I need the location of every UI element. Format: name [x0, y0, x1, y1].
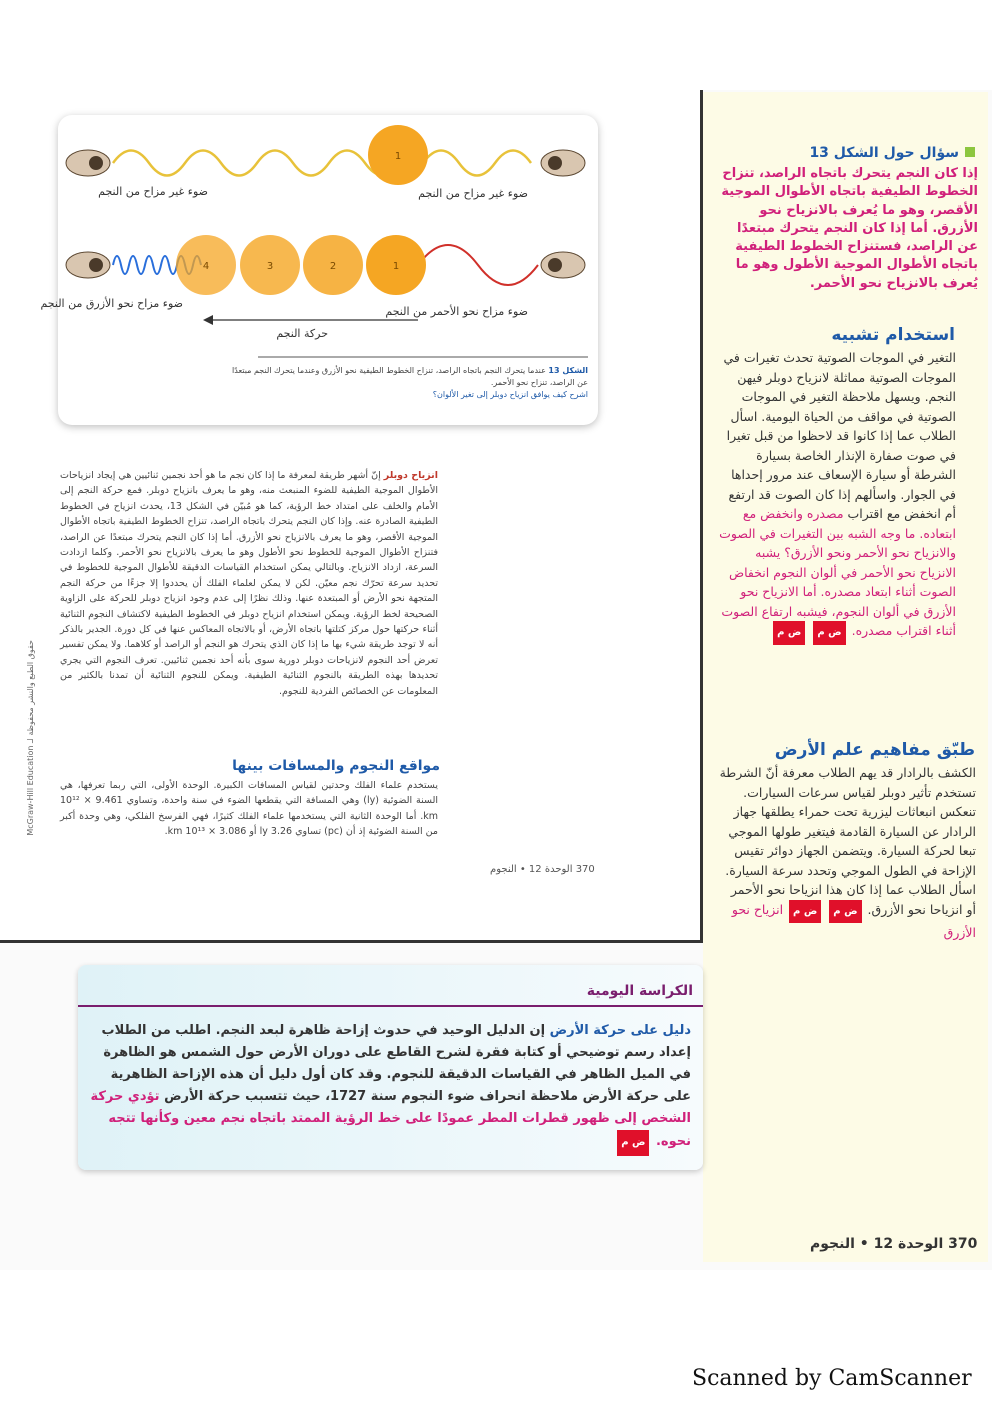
bullet-square-icon [965, 147, 975, 157]
apply-answer: انزياح نحو الأزرق [731, 901, 976, 940]
doppler-text: إنّ أشهر طريقة لمعرفة ما إذا كان نجم ما هو أحد نجمين ثنائيين هي إيجاد انزياحات الأطوال الموجية الطيفية للضوء المنبعث منه، وهو ما يعرف بانزياح دوبلر. فمع حركة النجم إلى الأمام والخلف على امتداد خط الرؤية، كما هو مُبيّن في الشكل 13، يحدث انزياح في الخطوط الطيفية الصادرة عنه. وإذا كان النجم يتحرك باتجاه الراصد، تنزاح الخطوط الطيفية باتجاه الأطوال الموجية الأقصر، وهو ما يعرف بالانزياح نحو الأزرق. أما إذا كان النجم يتحرك مبتعدًا عن الراصد، فتنزاح الأطوال الموجية للخطوط نحو الأطول وهو ما يعرف بالانزياح نحو الأحمر. وكلما ازدادت السرعة، ازداد الانزياح. وبالتالي يمكن استخدام القياسات الدقيقة للأطوال الموجية للخطوط في تحديد سرعة تحرّك نجم معيّن. لكن لا يمكن لعلماء الفلك أن يحددوا إلا جزءًا من حركة النجم المتجهة نحو الأرض أو المبتعدة عنها. وذلك نظرًا إلى عدم وجود انزياح دوبلر للحركة على الزاوية الصحيحة لخط الرؤية. ويمكن استخدام انزياح دوبلر في الخطوط الطيفية لاكتشاف النجوم الثنائية أثناء حركتها حول مركز كتلتها باتجاه الأرض، أو بالاتجاه المعاكس عنها في كل دورة. الجدير بالذكر أنه لا توجد طريقة شيء بها ما إذا كان الذي يتحرك هو النجم أو الراصد أو كلاهما. ولا يمكن تفسير تعرض أحد النجوم لانزياحات دوبلر دورية سوى بأنه أحد نجمين ثنائيين. تعرف النجوم التي يجري تحديدها بهذه الطريقة بالنجوم الثنائية الطيفية. ويمكن للنجوم الثنائية أن تمدنا بالكثير من المعلومات عن الخصائص الفردية للنجوم. [60, 470, 438, 697]
arrow-head-icon [203, 315, 213, 325]
red-shifted-wave [418, 245, 538, 285]
blue-shift-label: ضوء مزاح نحو الأزرق من النجم [40, 297, 183, 310]
caption-text: عندما يتحرك النجم باتجاه الراصد، تنزاح الخطوط الطيفية نحو الأزرق وعندما يتحرك النجم مبتعدًا عن الراصد، تنزاح نحو الأحمر. [232, 366, 588, 387]
page-footer: 370 الوحدة 12 • النجوم [810, 1236, 978, 1252]
journal-body: إن الدليل الوحيد في حدوث إزاحة ظاهرة لبعد النجم. اطلب من الطلاب إعداد رسم توضيحي أو كتابة فقرة لشرح القاطع على دوران الأرض حول الشمس هو الظاهرة في الميل الظاهر في القياسات الدقيقة للنجوم. وقد كان أول دليل أن هذه الإزاحة الظاهرية على حركة الأرض ملاحظة انحراف ضوء النجوم سنة 1727، حيث تتسبب حركة الأرض [101, 1023, 691, 1104]
apply-text: الكشف بالرادار قد يهم الطلاب معرفة أنّ الشرطة تستخدم تأثير دوبلر لقياس سرعات السيارات. تنعكس انبعاثات ليزرية تحت حمراء يطلقها جهاز الرادار عن السيارة القادمة فيتغير طولها الموجي تبعا لحركة السيارة. ويتضمن الجهاز دوائر تقيس الإزاحة في الطول الموجي وتحدد سرعة السيارة. اسأل الطلاب عما إذا كان هذا انزياحا نحو الأحمر أو انزياحا نحو الأزرق. [719, 765, 976, 917]
unshifted-wave-right [423, 151, 531, 176]
journal-heading: دليل على حركة الأرض [549, 1023, 691, 1038]
figure-caption [228, 365, 588, 401]
eye-icon [541, 252, 585, 278]
section-paragraph: يستخدم علماء الفلك وحدتين لقياس المسافات الكبيرة. الوحدة الأولى، التي ربما تعرفها، هي السنة الضوئية (ly) وهي المسافة التي يقطعها الضوء في سنة واحدة، وتساوي 9.461 × 10¹² km. أما الوحدة الثانية التي يستخدمها علماء الفلك كثيرًا، فهي الفرسخ الفلكي، وهي وحدة أكبر من السنة الضوئية إذ أن (pc) تساوي 3.26 ly أو 3.086 × 10¹³ km. [60, 780, 439, 838]
level-badge: ض م [617, 1130, 649, 1156]
eye-icon [66, 150, 110, 176]
level-badge: ض م [789, 900, 821, 924]
star-label: 3 [266, 261, 274, 272]
eye-icon [66, 252, 110, 278]
journal-divider [78, 1005, 703, 1007]
figure-question-title-text: سؤال حول الشكل 13 [809, 145, 959, 161]
figure-question-title [720, 145, 975, 161]
scanner-watermark: Scanned by CamScanner [692, 1366, 972, 1391]
journal-answer: تؤدي حركة الشخص إلى ظهور قطرات المطر عمودًا على خط الرؤية الممتد باتجاه نجم معين وكأنها تتجه نحوه. [90, 1089, 691, 1149]
star-label: 2 [329, 261, 337, 272]
star-label: 1 [392, 261, 400, 272]
apply-concepts-title: طبّق مفاهيم علم الأرض [774, 740, 975, 760]
level-badge: ض م [813, 621, 845, 645]
unshifted-label-right: ضوء غير مزاح من النجم [418, 187, 528, 200]
section-title: مواقع النجوم والمسافات بينها [232, 758, 440, 774]
student-page-footer: 370 الوحدة 12 • النجوم [490, 864, 595, 875]
analogy-answer: مصدره وانخفض مع ابتعاده. ما وجه الشبه بين التغيرات في الصوت والانزياح نحو الأحمر ونحو الأزرق؟ يشبه الانزياح نحو الأحمر في ألوان النجوم انخفاض الصوت أثناء ابتعاد مصدره. أما الانزياح نحو الأزرق في ألوان النجوم، فيشبه ارتفاع الصوت أثناء اقتراب مصدره. [719, 506, 956, 638]
doppler-paragraph [60, 468, 438, 699]
unshifted-label-left: ضوء غير مزاح من النجم [98, 185, 208, 198]
star-motion-label: حركة النجم [276, 327, 328, 340]
journal-text [88, 1020, 691, 1156]
analogy-title: استخدام تشبيه [831, 325, 955, 345]
analogy-paragraph [716, 348, 956, 645]
level-badge: ض م [829, 900, 861, 924]
level-badge: ض م [773, 621, 805, 645]
apply-concepts-paragraph [718, 763, 976, 943]
eye-icon [541, 150, 585, 176]
star-label: 4 [202, 261, 210, 272]
journal-title: الكراسة اليومية [586, 983, 693, 999]
unshifted-wave-left [113, 151, 401, 176]
figure-13 [40, 115, 598, 425]
red-shift-label: ضوء مزاح نحو الأحمر من النجم [385, 305, 528, 318]
analogy-text: التغير في الموجات الصوتية تحدث تغيرات في الموجات الصوتية مماثلة لانزياح دوبلر فيهن النجم. ويسهل ملاحظة التغير في الموجات الصوتية في مواقف من الحياة اليومية. اسأل الطلاب عما إذا كانوا قد لاحظوا من قبل تغيرا في صوت صفارة الإنذار الخاصة بسيارة الشرطة أو سيارة الإسعاف عند مرور إحداها في الجوار. واسألهم إذا كان الصوت قد ارتفع أم انخفض مع اقتراب [723, 350, 956, 521]
figure-question-answer: إذا كان النجم يتحرك باتجاه الراصد، تنزاح الخطوط الطيفية باتجاه الأطوال الموجية الأقصر، وهو ما يُعرف بالانزياح نحو الأزرق. أما إذا كان النجم يتحرك مبتعدًا عن الراصد، فستنزاح الخطوط الطيفية باتجاه الأطوال الموجية الأطول وهو ما يُعرف بالانزياح نحو الأحمر. [721, 166, 978, 291]
caption-title: الشكل 13 [548, 366, 588, 375]
doppler-term: انزياح دوبلر [383, 470, 438, 481]
star-label: 1 [394, 151, 402, 162]
daily-journal-box [78, 965, 703, 1170]
copyright-credit: McGraw-Hill Education حقوق الطبع والنشر محفوظة لـ [26, 640, 35, 836]
caption-question: اشرح كيف يوافق انزياح دوبلر إلى تغير الألوان؟ [432, 390, 588, 399]
